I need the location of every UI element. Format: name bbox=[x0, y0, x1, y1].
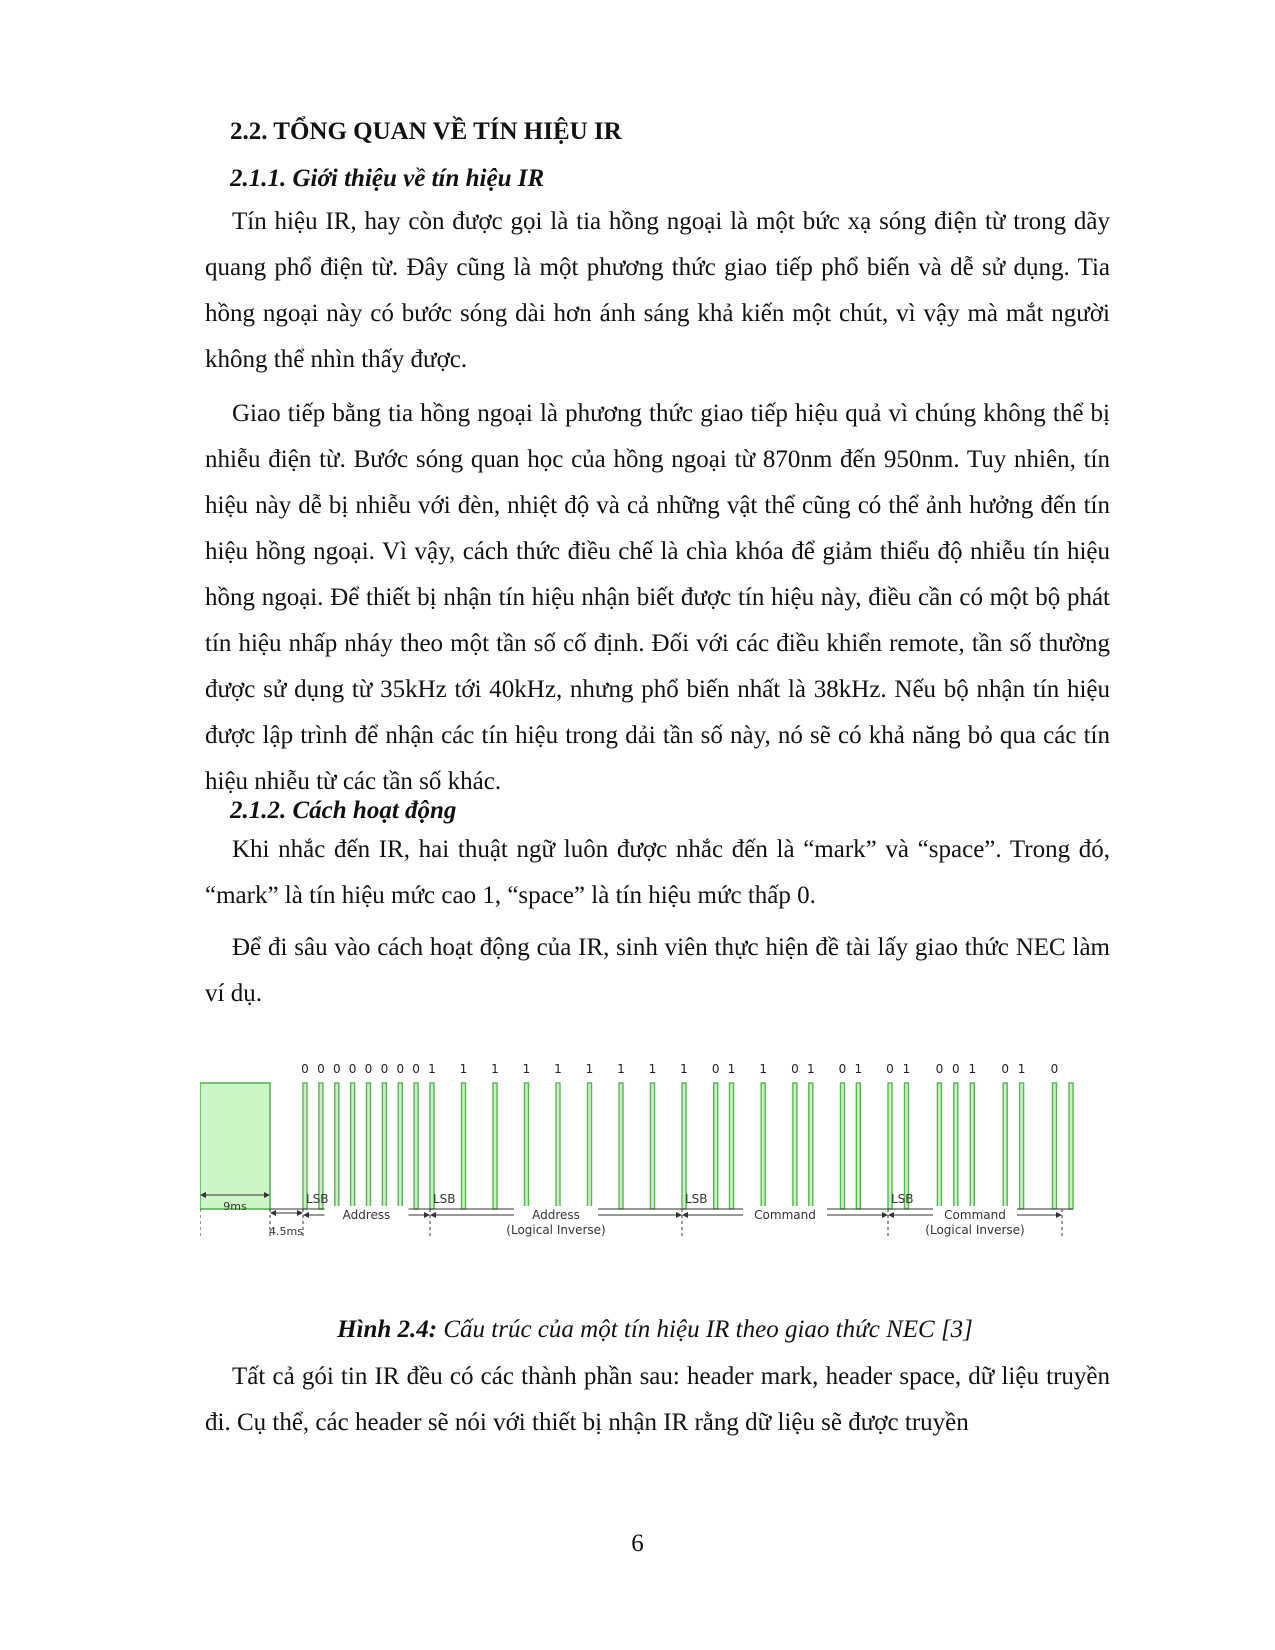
bit-value-label: 1 bbox=[1017, 1063, 1026, 1076]
header-space-label: 4.5ms bbox=[269, 1225, 303, 1238]
bit-value-label: 0 bbox=[348, 1063, 357, 1076]
bit-value-label: 1 bbox=[902, 1063, 911, 1076]
bit-value-label: 0 bbox=[951, 1063, 960, 1076]
lsb-label: LSB bbox=[306, 1192, 329, 1206]
nec-signal-diagram bbox=[200, 1063, 1110, 1313]
bit-pulse bbox=[730, 1083, 734, 1209]
bit-pulse bbox=[414, 1083, 418, 1209]
bit-value-label: 0 bbox=[317, 1063, 325, 1076]
section-heading: 2.2. TỔNG QUAN VỀ TÍN HIỆU IR bbox=[230, 118, 622, 145]
bit-pulse bbox=[367, 1083, 371, 1209]
bit-pulse bbox=[382, 1083, 386, 1209]
bit-value-label: 1 bbox=[806, 1063, 815, 1076]
bit-pulse bbox=[970, 1083, 974, 1209]
segment-arrow-head-left bbox=[430, 1212, 436, 1218]
segment-arrow-head-left bbox=[682, 1212, 688, 1218]
bit-pulse bbox=[1053, 1083, 1057, 1209]
bit-value-label: 0 bbox=[412, 1063, 420, 1076]
bit-pulse bbox=[430, 1083, 434, 1209]
segment-arrow-head-left bbox=[303, 1212, 309, 1218]
bit-value-label: 0 bbox=[332, 1063, 341, 1076]
figure-caption bbox=[200, 1316, 1110, 1344]
segment-arrow-head-right bbox=[882, 1212, 888, 1218]
bit-pulse bbox=[335, 1083, 339, 1209]
header-mark-pulse bbox=[200, 1083, 270, 1209]
bit-value-label: 0 bbox=[886, 1063, 894, 1076]
bit-value-label: 0 bbox=[791, 1063, 799, 1076]
bit-value-label: 1 bbox=[617, 1063, 625, 1076]
segment-arrow-head-left bbox=[888, 1212, 894, 1218]
bit-value-label: 1 bbox=[459, 1063, 468, 1076]
segment-label: Command bbox=[754, 1208, 816, 1222]
operation-text-block bbox=[205, 827, 1110, 1017]
paragraph: Tất cả gói tin IR đều có các thành phần sau: header mark, header space, dữ liệu truyền đi. Cụ thể, các header sẽ nói với thiết bị nhận IR rằng dữ liệu sẽ được truyền bbox=[205, 1363, 1110, 1436]
bit-value-label: 1 bbox=[491, 1063, 499, 1076]
bit-pulse bbox=[937, 1083, 941, 1209]
bit-pulse bbox=[841, 1083, 845, 1209]
paragraph: Giao tiếp bằng tia hồng ngoại là phương thức giao tiếp hiệu quả vì chúng không thể bị nhiễu điện từ. Bước sóng quan học của hồng ngoại từ 870nm đến 950nm. Tuy nhiên, tín hiệu này dễ bị nhiễu với đèn, nhiệt độ và cả những vật thể cũng có thể ảnh hưởng đến tín hiệu hồng ngoại. Vì vậy, cách thức điều chế là chìa khóa để giảm thiểu độ nhiễu tín hiệu hồng ngoại. Để thiết bị nhận tín hiệu nhận biết được tín hiệu này, điều cần có một bộ phát tín hiệu nhấp nháy theo một tần số cố định. Đối với các điều khiển remote, tần số thường được sử dụng từ 35kHz tới 40kHz, nhưng phổ biến nhất là 38kHz. Nếu bộ nhận tín hiệu được lập trình để nhận các tín hiệu trong dải tần số này, nó sẽ có khả năng bỏ qua các tín hiệu nhiễu từ các tần số khác. bbox=[205, 400, 1110, 795]
bit-pulse bbox=[493, 1083, 497, 1209]
lsb-label: LSB bbox=[685, 1192, 708, 1206]
after-figure-text-block bbox=[205, 1354, 1110, 1446]
bit-value-label: 1 bbox=[554, 1063, 562, 1076]
bit-value-label: 1 bbox=[585, 1063, 594, 1076]
page-number: 6 bbox=[631, 1530, 644, 1557]
bit-value-label: 0 bbox=[838, 1063, 847, 1076]
bit-value-label: 0 bbox=[1001, 1063, 1010, 1076]
bit-value-label: 0 bbox=[396, 1063, 405, 1076]
nec-signal-figure bbox=[200, 1063, 1110, 1313]
bit-pulse bbox=[954, 1083, 958, 1209]
segment-label: Command bbox=[944, 1208, 1006, 1222]
lsb-label: LSB bbox=[891, 1192, 914, 1206]
bit-value-label: 1 bbox=[522, 1063, 531, 1076]
bit-pulse bbox=[1003, 1083, 1007, 1209]
bit-value-label: 0 bbox=[364, 1063, 373, 1076]
bit-pulse bbox=[319, 1083, 323, 1209]
intro-text-block bbox=[205, 199, 1110, 805]
bit-value-label: 0 bbox=[1050, 1063, 1059, 1076]
segment-label: Address bbox=[532, 1208, 580, 1222]
segment-arrow-head-right bbox=[424, 1212, 430, 1218]
bit-pulse bbox=[351, 1083, 355, 1209]
bit-value-label: 1 bbox=[854, 1063, 863, 1076]
paragraph: Tín hiệu IR, hay còn được gọi là tia hồng ngoại là một bức xạ sóng điện từ trong dãy quang phổ điện từ. Đây cũng là một phương thức giao tiếp phổ biến và dễ sử dụng. Tia hồng ngoại này có bước sóng dài hơn ánh sáng khả kiến một chút, vì vậy mà mắt người không thể nhìn thấy được. bbox=[205, 208, 1110, 373]
subsection-heading-operation: 2.1.2. Cách hoạt động bbox=[230, 797, 457, 824]
bit-pulse bbox=[793, 1083, 797, 1209]
bit-pulse bbox=[761, 1083, 765, 1209]
bit-pulse bbox=[856, 1083, 860, 1209]
segment-sublabel: (Logical Inverse) bbox=[925, 1223, 1025, 1237]
caption-text: Cấu trúc của một tín hiệu IR theo giao thức NEC [3] bbox=[437, 1316, 973, 1343]
bit-value-label: 1 bbox=[727, 1063, 736, 1076]
bit-pulse bbox=[588, 1083, 592, 1209]
bit-pulse bbox=[651, 1083, 655, 1209]
bit-pulse bbox=[303, 1083, 307, 1209]
bit-pulse bbox=[682, 1083, 686, 1209]
bit-pulse bbox=[556, 1083, 560, 1209]
header-mark-label: 9ms bbox=[223, 1200, 247, 1213]
bit-pulse bbox=[905, 1083, 909, 1209]
paragraph: Khi nhắc đến IR, hai thuật ngữ luôn được nhắc đến là “mark” và “space”. Trong đó, “mark” là tín hiệu mức cao 1, “space” là tín hiệu mức thấp 0. bbox=[205, 836, 1110, 909]
bit-value-label: 1 bbox=[428, 1063, 436, 1076]
header-space-arrow-head-left bbox=[270, 1210, 276, 1216]
subsection-heading-intro: 2.1.1. Giới thiệu về tín hiệu IR bbox=[230, 165, 545, 192]
bit-pulse bbox=[398, 1083, 402, 1209]
stop-bit-pulse bbox=[1069, 1083, 1073, 1209]
segment-arrow-head-right bbox=[676, 1212, 682, 1218]
bit-value-label: 1 bbox=[648, 1063, 657, 1076]
bit-value-label: 0 bbox=[711, 1063, 720, 1076]
bit-value-label: 1 bbox=[759, 1063, 768, 1076]
segment-sublabel: (Logical Inverse) bbox=[506, 1223, 606, 1237]
bit-value-label: 1 bbox=[680, 1063, 688, 1076]
lsb-label: LSB bbox=[433, 1192, 456, 1206]
caption-label: Hình 2.4: bbox=[337, 1316, 438, 1343]
bit-pulse bbox=[619, 1083, 623, 1209]
bit-value-label: 1 bbox=[968, 1063, 977, 1076]
bit-value-label: 0 bbox=[301, 1063, 309, 1076]
segment-label: Address bbox=[342, 1208, 391, 1222]
paragraph: Để đi sâu vào cách hoạt động của IR, sinh viên thực hiện đề tài lấy giao thức NEC làm ví dụ. bbox=[205, 934, 1110, 1007]
bit-pulse bbox=[462, 1083, 466, 1209]
header-space-arrow-head-right bbox=[297, 1210, 303, 1216]
segment-arrow-head-right bbox=[1056, 1212, 1062, 1218]
bit-pulse bbox=[888, 1083, 892, 1209]
bit-value-label: 0 bbox=[380, 1063, 389, 1076]
bit-value-label: 0 bbox=[935, 1063, 944, 1076]
bit-pulse bbox=[809, 1083, 813, 1209]
bit-pulse bbox=[1020, 1083, 1024, 1209]
bit-pulse bbox=[525, 1083, 529, 1209]
bit-pulse bbox=[714, 1083, 718, 1209]
